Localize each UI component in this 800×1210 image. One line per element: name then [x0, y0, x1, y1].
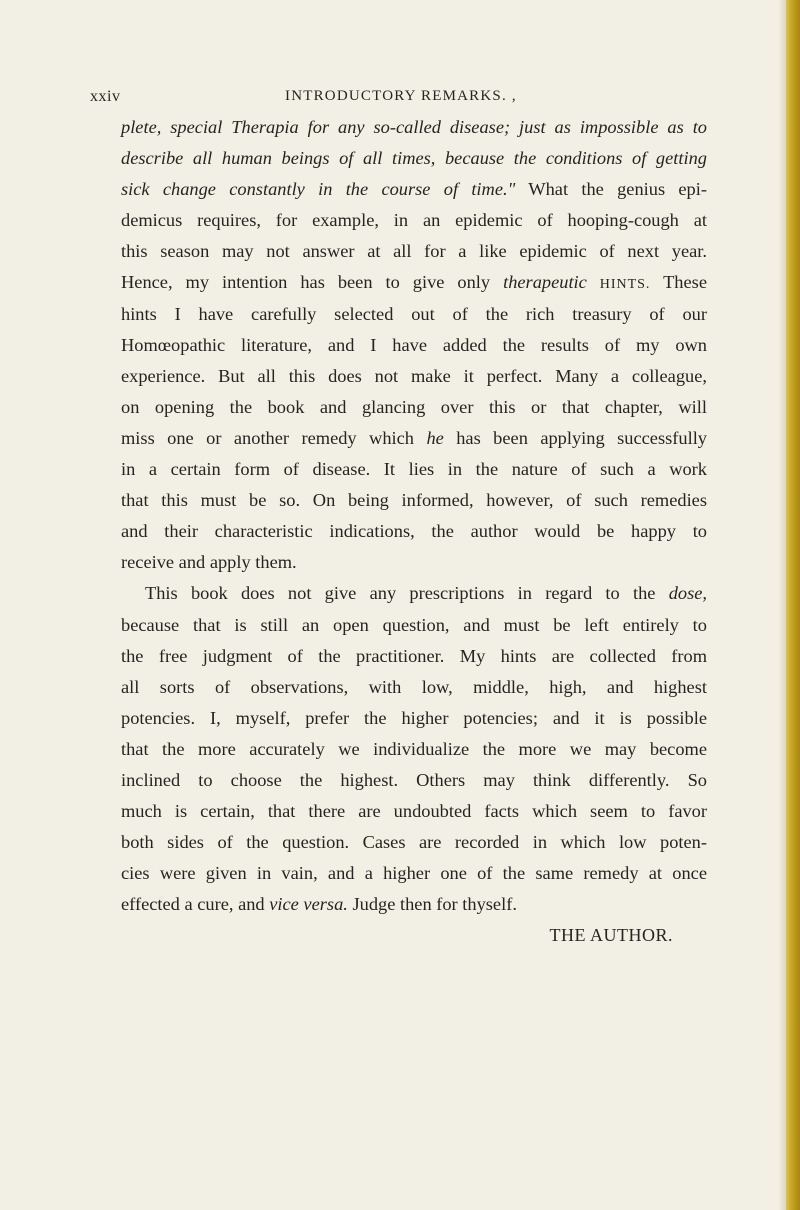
- text-line: receive and apply them.: [121, 552, 297, 573]
- text-line: this season may not answer at all for a like epidemic of next year.: [121, 241, 707, 262]
- text-line: effected a cure, and vice versa. Judge then for thyself.: [121, 894, 517, 915]
- body-text: [121, 112, 707, 951]
- text-line: describe all human beings of all times, because the conditions of getting: [121, 148, 707, 169]
- text-line: demicus requires, for example, in an epidemic of hooping-cough at: [121, 210, 707, 231]
- text-line: and their characteristic indications, the author would be happy to: [121, 521, 707, 542]
- text-line: hints I have carefully selected out of the rich treasury of our: [121, 303, 707, 324]
- text-line: Homœopathic literature, and I have added the results of my own: [121, 334, 707, 355]
- text-line: all sorts of observations, with low, middle, high, and highest: [121, 676, 707, 697]
- author-signature: THE AUTHOR.: [549, 925, 673, 946]
- text-line: miss one or another remedy which he has been applying successfully: [121, 427, 708, 448]
- text-line: much is certain, that there are undoubted facts which seem to favor: [121, 801, 707, 822]
- text-line: that this must be so. On being informed, however, of such remedies: [121, 490, 707, 511]
- text-line: that the more accurately we individualize the more we may become: [121, 738, 707, 759]
- running-title: INTRODUCTORY REMARKS. ,: [285, 88, 517, 104]
- text-line: because that is still an open question, and must be left entirely to: [121, 614, 707, 635]
- text-line: sick change constantly in the course of time." What the genius epi-: [121, 179, 707, 200]
- text-line: experience. But all this does not make it perfect. Many a colleague,: [121, 365, 707, 386]
- text-line: both sides of the question. Cases are recorded in which low poten-: [121, 832, 707, 853]
- text-line: inclined to choose the highest. Others may think differently. So: [121, 769, 707, 790]
- page-number: xxiv: [90, 88, 121, 105]
- page-header: [90, 88, 690, 112]
- text-line: potencies. I, myself, prefer the higher potencies; and it is possible: [121, 707, 707, 728]
- text-line: plete, special Therapia for any so-called disease; just as impossible as to: [121, 117, 707, 137]
- text-line: the free judgment of the practitioner. My hints are collected from: [121, 645, 707, 666]
- text-line: on opening the book and glancing over this or that chapter, will: [121, 396, 707, 417]
- text-line: This book does not give any prescriptions in regard to the dose,: [145, 583, 707, 604]
- page-edge-shadow: [778, 0, 786, 1210]
- text-line: cies were given in vain, and a higher one of the same remedy at once: [121, 863, 707, 884]
- text-line: Hence, my intention has been to give only therapeutic HINTS. These: [121, 272, 707, 293]
- text-line: in a certain form of disease. It lies in the nature of such a work: [121, 459, 707, 480]
- page-edge: [786, 0, 800, 1210]
